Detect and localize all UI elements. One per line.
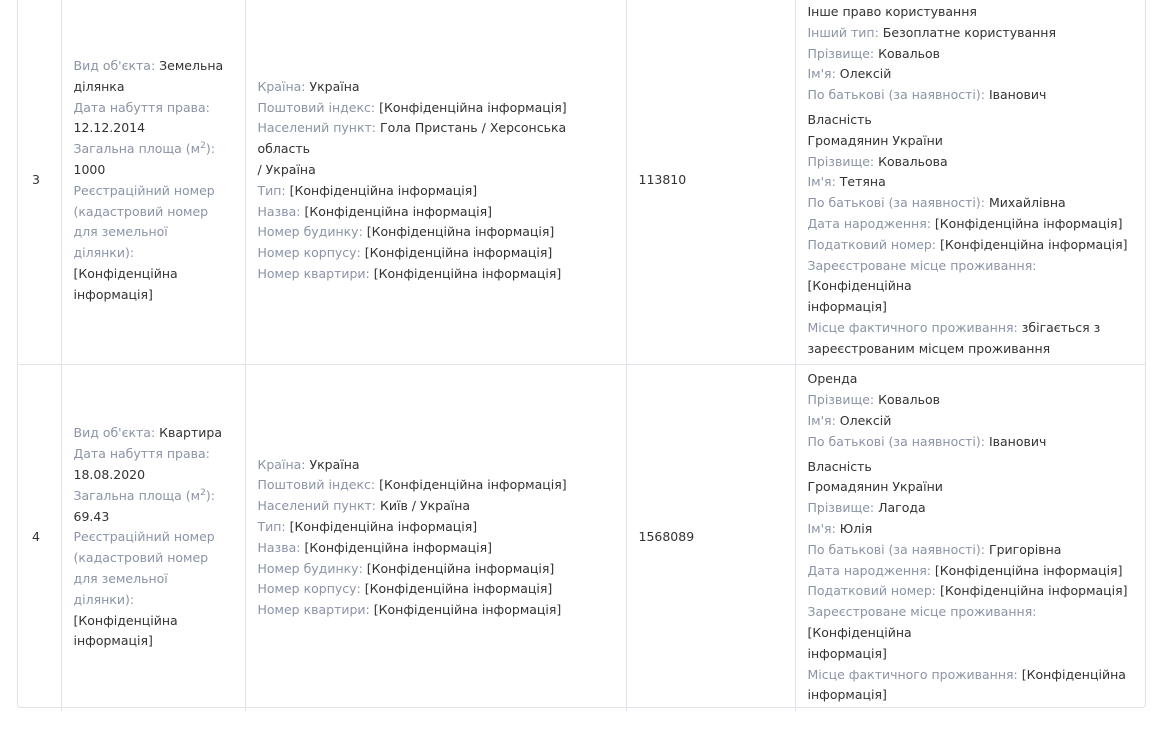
right-1-patronymic-value: Іванович xyxy=(988,433,1047,449)
reg-number-label-4: ділянки): xyxy=(73,591,135,607)
right-2-birth-label: Дата народження: xyxy=(807,562,931,578)
right-2-tax-value: [Конфіденційна інформація] xyxy=(940,583,1128,599)
reg-number-value-2: інформація] xyxy=(73,286,153,302)
right-2-citizen: Громадянин України xyxy=(807,479,943,495)
reg-number-label-4: ділянки): xyxy=(73,245,135,261)
type-label: Тип: xyxy=(257,182,286,198)
street-name-value: [Конфіденційна інформація] xyxy=(304,203,492,219)
right-2-actual-value-cont: інформація] xyxy=(807,687,887,703)
right-1-other-value: Безоплатне користування xyxy=(882,24,1056,40)
apartment-label: Номер квартири: xyxy=(257,265,370,281)
type-value: [Конфіденційна інформація] xyxy=(289,519,478,534)
right-2-title: Власність xyxy=(807,458,872,474)
street-name-value: [Конфіденційна інформація] xyxy=(304,539,492,555)
right-1-other-label: Інший тип: xyxy=(807,24,879,40)
right-2-name-label: Ім'я: xyxy=(807,174,836,190)
right-2-registered-label: Зареєстроване місце проживання: xyxy=(807,257,1037,273)
street-name-label: Назва: xyxy=(257,203,301,219)
right-2-registered-value-cont: інформація] xyxy=(807,299,887,315)
right-2-name-label: Ім'я: xyxy=(807,521,836,536)
right-2-patronymic-value: Михайлівна xyxy=(988,195,1066,211)
reg-number-label-2: (кадастровий номер xyxy=(73,550,209,566)
city-label: Населений пункт: xyxy=(257,120,376,136)
block-value: [Конфіденційна інформація] xyxy=(364,581,553,597)
object-type-value: Квартира xyxy=(159,425,222,441)
block-value: [Конфіденційна інформація] xyxy=(364,245,553,261)
right-2-registered-label: Зареєстроване місце проживання: xyxy=(807,604,1037,620)
right-2-patronymic-label: По батькові (за наявності): xyxy=(807,541,985,557)
right-2-actual-value: [Конфіденційна xyxy=(1021,666,1126,682)
apartment-value: [Конфіденційна інформація] xyxy=(373,602,562,618)
address-cell xyxy=(245,0,626,364)
area-value: 1000 xyxy=(73,161,106,177)
right-2-registered-value: [Конфіденційна xyxy=(807,278,912,294)
right-2-birth-value: [Конфіденційна інформація] xyxy=(934,215,1123,231)
type-value: [Конфіденційна інформація] xyxy=(289,182,478,198)
area-label-sup: 2 xyxy=(200,141,206,152)
area-label-sup: 2 xyxy=(200,487,206,498)
right-2-registered-value: [Конфіденційна xyxy=(807,624,912,640)
house-value: [Конфіденційна інформація] xyxy=(366,224,555,240)
table-row xyxy=(18,0,1145,364)
country-value: Україна xyxy=(309,456,360,472)
right-1-title: Оренда xyxy=(807,371,858,387)
reg-number-label-3: для земельної xyxy=(73,570,168,586)
country-value: Україна xyxy=(309,78,360,94)
street-name-label: Назва: xyxy=(257,539,301,555)
reg-number-label-3: для земельної xyxy=(73,224,168,240)
right-1-surname-value: Ковальов xyxy=(878,45,941,61)
zip-value: [Конфіденційна інформація] xyxy=(379,99,567,115)
right-2-registered-value-cont: інформація] xyxy=(807,645,887,661)
zip-value: [Конфіденційна інформація] xyxy=(379,477,567,493)
property-table-grid xyxy=(18,0,1145,711)
reg-number-value-1: [Конфіденційна xyxy=(73,612,178,628)
right-1-surname-label: Прізвище: xyxy=(807,392,875,408)
right-1-patronymic-label: По батькові (за наявності): xyxy=(807,87,985,103)
cost-cell: 113810 xyxy=(626,0,795,364)
block-label: Номер корпусу: xyxy=(257,581,361,597)
right-2-birth-value: [Конфіденційна інформація] xyxy=(934,562,1123,578)
object-type-value-cont: ділянка xyxy=(73,78,125,94)
right-1-surname-value: Ковальов xyxy=(878,392,941,408)
right-2-actual-label: Місце фактичного проживання: xyxy=(807,319,1018,335)
area-label: Загальна площа (м xyxy=(73,141,201,157)
right-2-actual-value-cont: зареєстрованим місцем проживання xyxy=(807,340,1051,356)
right-1-name-value: Олексій xyxy=(839,66,892,82)
row-number: 3 xyxy=(18,0,61,364)
reg-number-label-1: Реєстраційний номер xyxy=(73,529,215,545)
right-2-actual-label: Місце фактичного проживання: xyxy=(807,666,1018,682)
right-2-patronymic-value: Григорівна xyxy=(988,541,1062,557)
area-label: Загальна площа (м xyxy=(73,487,201,503)
row-number: 4 xyxy=(18,364,61,711)
acquisition-date-value: 18.08.2020 xyxy=(73,467,146,482)
right-2-surname-value: Ковальова xyxy=(878,153,948,169)
acquisition-date-value: 12.12.2014 xyxy=(73,120,146,136)
area-label-end: ): xyxy=(205,141,215,157)
object-type-label: Вид об'єкта: xyxy=(73,425,156,441)
right-1-patronymic-label: По батькові (за наявності): xyxy=(807,433,985,449)
country-label: Країна: xyxy=(257,456,306,472)
right-2-title: Власність xyxy=(807,111,872,127)
house-label: Номер будинку: xyxy=(257,224,363,240)
cost-cell: 1568089 xyxy=(626,364,795,711)
object-type-label: Вид об'єкта: xyxy=(73,57,156,73)
right-1-name-label: Ім'я: xyxy=(807,413,836,429)
area-label-end: ): xyxy=(205,487,215,503)
right-2-tax-value: [Конфіденційна інформація] xyxy=(940,236,1128,252)
acquisition-date-label: Дата набуття права: xyxy=(73,446,210,462)
apartment-value: [Конфіденційна інформація] xyxy=(373,265,562,281)
address-cell xyxy=(245,364,626,711)
city-value-cont: / Україна xyxy=(257,161,316,177)
right-2-surname-label: Прізвище: xyxy=(807,500,875,516)
right-1-name-value: Олексій xyxy=(839,413,892,429)
zip-label: Поштовий індекс: xyxy=(257,99,376,115)
city-value: Гола Пристань / Херсонська область xyxy=(257,120,567,157)
house-value: [Конфіденційна інформація] xyxy=(366,560,555,576)
area-value: 69.43 xyxy=(73,508,110,524)
right-2-citizen: Громадянин України xyxy=(807,132,943,148)
table-row xyxy=(18,364,1145,711)
rights-cell xyxy=(795,0,1145,364)
right-2-birth-label: Дата народження: xyxy=(807,215,931,231)
right-1-patronymic-value: Іванович xyxy=(988,87,1047,103)
right-2-actual-value: збігається з xyxy=(1021,319,1101,335)
country-label: Країна: xyxy=(257,78,306,94)
right-1-name-label: Ім'я: xyxy=(807,66,836,82)
city-value: Київ / Україна xyxy=(379,498,471,514)
type-label: Тип: xyxy=(257,519,286,534)
right-2-tax-label: Податковий номер: xyxy=(807,236,937,252)
right-2-tax-label: Податковий номер: xyxy=(807,583,937,599)
block-label: Номер корпусу: xyxy=(257,245,361,261)
reg-number-label-2: (кадастровий номер xyxy=(73,203,209,219)
property-table xyxy=(17,0,1146,708)
object-info-cell xyxy=(61,364,245,711)
reg-number-value-1: [Конфіденційна xyxy=(73,265,178,281)
zip-label: Поштовий індекс: xyxy=(257,477,376,493)
apartment-label: Номер квартири: xyxy=(257,602,370,618)
object-type-value: Земельна xyxy=(159,57,224,73)
city-label: Населений пункт: xyxy=(257,498,376,514)
reg-number-value-2: інформація] xyxy=(73,633,153,649)
right-2-surname-label: Прізвище: xyxy=(807,153,875,169)
right-1-title: Інше право користування xyxy=(807,4,977,19)
right-2-name-value: Тетяна xyxy=(839,174,886,190)
right-2-surname-value: Лагода xyxy=(878,500,926,516)
right-2-name-value: Юлія xyxy=(839,521,873,536)
rights-cell xyxy=(795,364,1145,711)
right-1-surname-label: Прізвище: xyxy=(807,45,875,61)
object-info-cell xyxy=(61,0,245,364)
reg-number-label-1: Реєстраційний номер xyxy=(73,182,215,198)
acquisition-date-label: Дата набуття права: xyxy=(73,99,210,115)
right-2-patronymic-label: По батькові (за наявності): xyxy=(807,195,985,211)
house-label: Номер будинку: xyxy=(257,560,363,576)
